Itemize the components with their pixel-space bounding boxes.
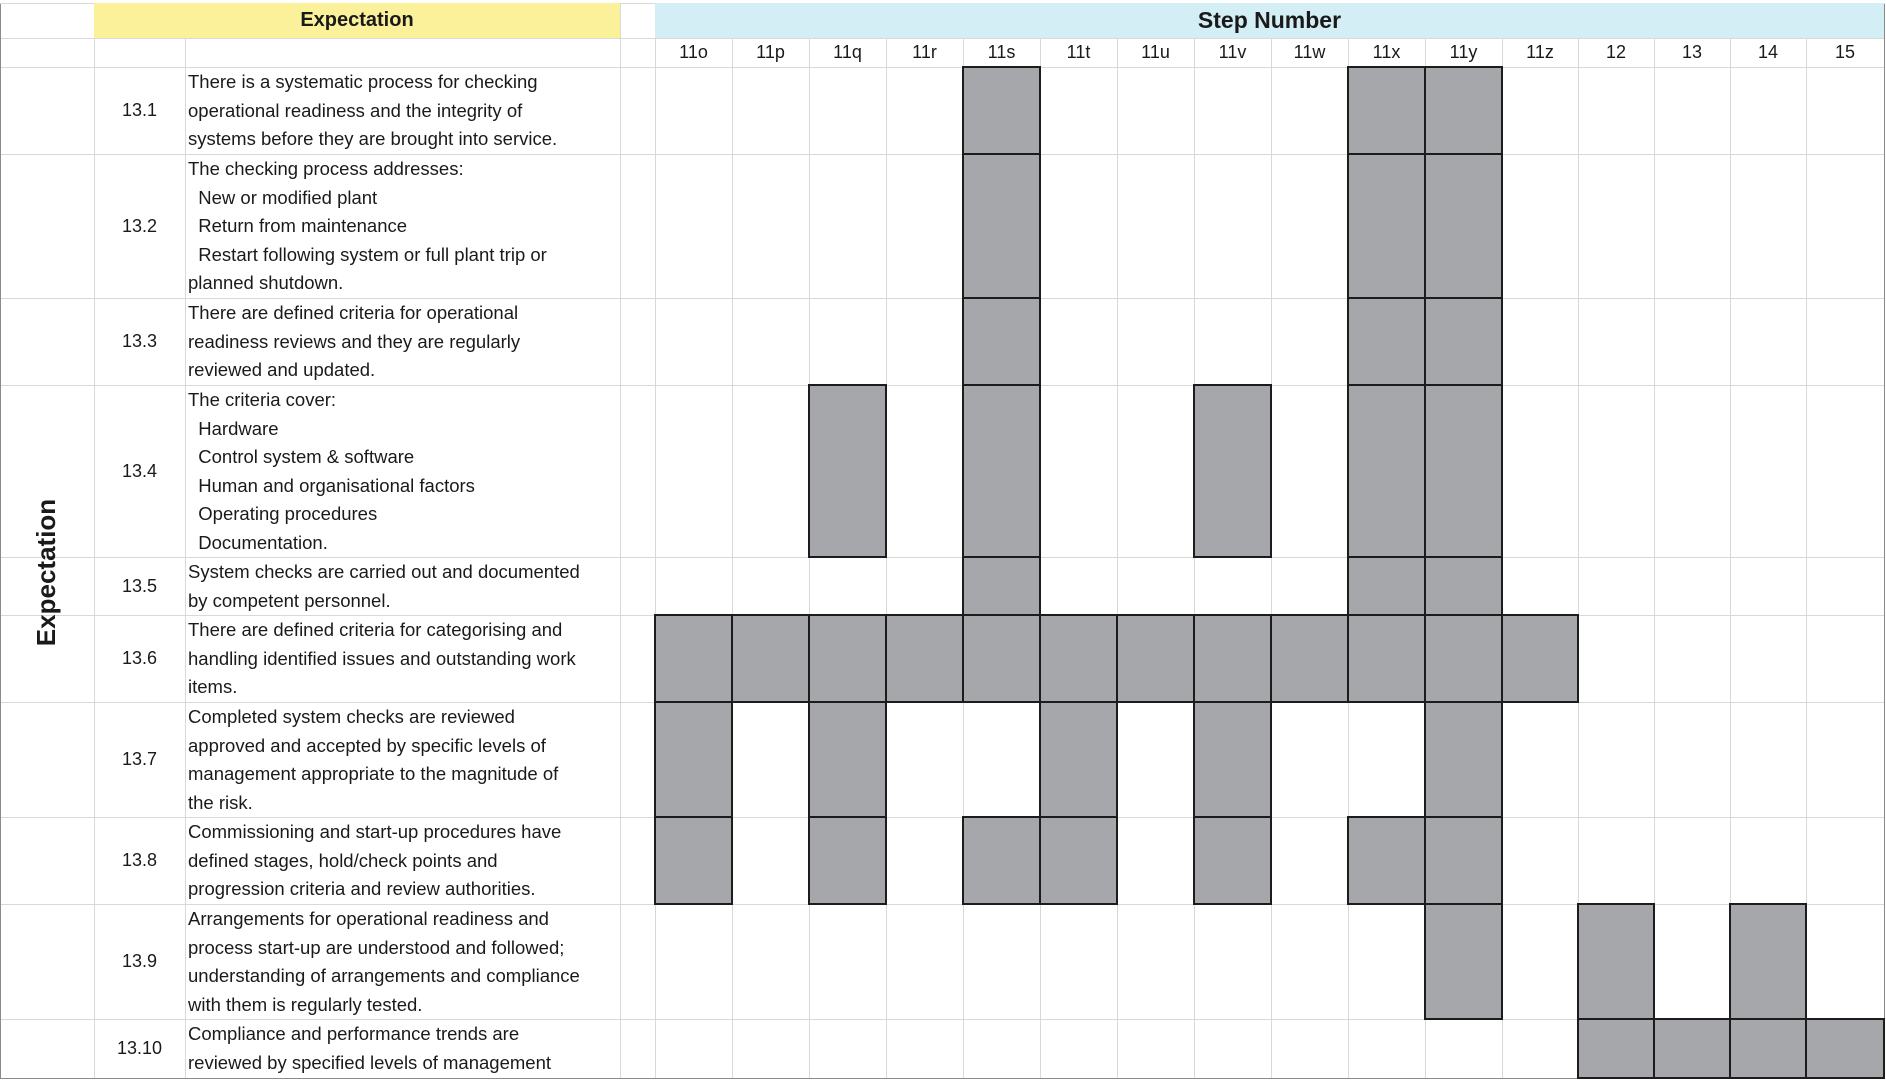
expectation-number: 13.9 <box>121 951 158 971</box>
step-mark-cell <box>1653 1018 1731 1079</box>
description-line: Arrangements for operational readiness and <box>188 908 549 929</box>
step-mark-cell <box>654 701 733 818</box>
description-line: Control system & software <box>188 446 415 467</box>
description-line: Commissioning and start-up procedures have <box>188 821 562 842</box>
expectation-description <box>185 155 620 298</box>
step-mark-cell <box>1729 903 1807 1020</box>
step-mark-cell <box>962 556 1041 616</box>
step-mark-cell <box>808 816 887 905</box>
step-mark-cell <box>1347 816 1426 905</box>
expectation-number: 13.2 <box>121 215 158 236</box>
step-column-label: 11z <box>1526 42 1554 62</box>
expectation-number: 13.7 <box>121 749 158 769</box>
step-mark-cell <box>1347 153 1426 299</box>
expectation-description <box>185 68 620 154</box>
step-mark-cell <box>962 816 1041 905</box>
gridline <box>1884 3 1885 1078</box>
step-mark-cell <box>885 614 964 703</box>
step-mark-cell <box>1424 903 1503 1020</box>
step-mark-cell <box>1424 614 1503 703</box>
description-line: Hardware <box>188 417 279 439</box>
expectation-description <box>185 703 620 817</box>
step-mark-cell <box>962 66 1041 155</box>
description-line: the risk. <box>188 791 253 813</box>
step-mark-cell <box>1424 66 1503 155</box>
gridline <box>655 38 656 1078</box>
description-line: Restart following system or full plant trip or <box>188 243 547 265</box>
gridline <box>1194 38 1195 1078</box>
expectation-description <box>185 818 620 904</box>
step-column-label: 11y <box>1449 42 1478 62</box>
description-line: management appropriate to the magnitude of <box>188 763 559 784</box>
step-mark-cell <box>1039 614 1118 703</box>
description-line: items. <box>188 676 238 697</box>
step-column-label: 14 <box>1757 42 1779 62</box>
expectation-description <box>185 299 620 385</box>
gridline <box>1117 38 1118 1078</box>
step-mark-cell <box>654 614 733 703</box>
expectation-description <box>185 1020 620 1078</box>
description-line: New or modified plant <box>188 186 378 208</box>
description-line: There is a systematic process for checking <box>188 71 538 92</box>
step-mark-cell <box>1347 297 1426 386</box>
description-line: Documentation. <box>188 531 328 553</box>
step-mark-cell <box>962 614 1041 703</box>
step-column-label: 11s <box>987 42 1016 62</box>
step-mark-cell <box>1347 556 1426 616</box>
step-mark-cell <box>1501 614 1579 703</box>
expectation-side-label <box>0 67 94 1078</box>
expectation-description <box>185 905 620 1019</box>
expectation-number: 13.10 <box>116 1038 163 1058</box>
expectation-number: 13.8 <box>121 850 158 870</box>
description-line: with them is regularly tested. <box>188 993 423 1015</box>
step-mark-cell <box>1193 816 1272 905</box>
description-line: The criteria cover: <box>188 389 337 410</box>
description-line: defined stages, hold/check points and <box>188 849 498 871</box>
step-mark-cell <box>1424 816 1503 905</box>
step-mark-cell <box>1424 153 1503 299</box>
step-mark-cell <box>1424 384 1503 558</box>
step-mark-cell <box>731 614 810 703</box>
description-line: Completed system checks are reviewed <box>188 706 515 727</box>
step-mark-cell <box>1577 903 1655 1020</box>
description-line: operational readiness and the integrity of <box>188 99 523 121</box>
description-line: readiness reviews and they are regularly <box>188 330 521 352</box>
step-mark-cell <box>1805 1018 1885 1079</box>
description-line: by competent personnel. <box>188 589 391 611</box>
description-line: System checks are carried out and documented <box>188 561 580 582</box>
step-mark-cell <box>808 614 887 703</box>
step-column-label: 11w <box>1293 42 1326 62</box>
expectation-number: 13.6 <box>121 648 158 668</box>
expectation-number: 13.1 <box>121 100 158 120</box>
description-line: Human and organisational factors <box>188 474 475 496</box>
expectation-number: 13.4 <box>121 460 158 481</box>
step-mark-cell <box>654 816 733 905</box>
step-mark-cell <box>1347 614 1426 703</box>
step-mark-cell <box>808 384 887 558</box>
expectation-number: 13.5 <box>121 575 158 596</box>
step-mark-cell <box>1347 66 1426 155</box>
step-column-label: 11u <box>1141 42 1170 62</box>
step-mark-cell <box>1424 701 1503 818</box>
step-mark-cell <box>1424 556 1503 616</box>
step-mark-cell <box>962 297 1041 386</box>
description-line: approved and accepted by specific levels of <box>188 734 546 756</box>
description-line: Return from maintenance <box>188 215 408 236</box>
expectation-column-header: Expectation <box>94 3 620 38</box>
description-line: There are defined criteria for categorising and <box>188 619 563 640</box>
step-mark-cell <box>1577 1018 1655 1079</box>
step-column-label: 11r <box>912 42 937 62</box>
step-mark-cell <box>962 384 1041 558</box>
step-column-label: 11v <box>1218 42 1247 62</box>
step-mark-cell <box>1116 614 1195 703</box>
step-mark-cell <box>1193 614 1272 703</box>
expectation-number: 13.3 <box>121 331 158 351</box>
description-line: planned shutdown. <box>188 272 344 293</box>
description-line: reviewed and updated. <box>188 359 376 380</box>
description-line: The checking process addresses: <box>188 158 464 179</box>
step-mark-cell <box>808 701 887 818</box>
expectation-description <box>185 558 620 615</box>
description-line: Compliance and performance trends are <box>188 1023 520 1044</box>
expectation-description <box>185 386 620 557</box>
expectation-description <box>185 616 620 702</box>
description-line: progression criteria and review authorities. <box>188 878 536 899</box>
step-mark-cell <box>1039 816 1118 905</box>
step-mark-cell <box>1039 701 1118 818</box>
description-line: There are defined criteria for operational <box>188 302 519 323</box>
step-mark-cell <box>1193 384 1272 558</box>
step-mark-cell <box>962 153 1041 299</box>
description-line: systems before they are brought into service. <box>188 128 558 149</box>
gridline <box>886 38 887 1078</box>
description-line: understanding of arrangements and compliance <box>188 965 580 986</box>
step-column-label: 11x <box>1372 42 1401 62</box>
step-mark-cell <box>1729 1018 1807 1079</box>
expectation-side-text: Expectation <box>31 498 62 647</box>
step-number-header: Step Number <box>655 3 1884 38</box>
step-mark-cell <box>1270 614 1349 703</box>
step-column-label: 15 <box>1834 42 1856 62</box>
step-column-label: 13 <box>1681 42 1703 62</box>
gridline <box>620 3 621 1078</box>
step-mark-cell <box>1193 701 1272 818</box>
step-column-label: 11p <box>756 42 785 62</box>
step-column-label: 11q <box>833 42 862 62</box>
description-line: handling identified issues and outstanding work <box>188 647 576 669</box>
step-mark-cell <box>1347 384 1426 558</box>
description-line: Operating procedures <box>188 503 378 524</box>
step-mark-cell <box>1424 297 1503 386</box>
step-column-label: 11o <box>679 42 708 62</box>
gridline <box>1271 38 1272 1078</box>
step-column-label: 12 <box>1605 42 1627 62</box>
gridline <box>732 38 733 1078</box>
gridline <box>809 38 810 1078</box>
step-column-label: 11t <box>1066 42 1091 62</box>
description-line: reviewed by specified levels of management <box>188 1051 551 1073</box>
description-line: process start-up are understood and followed; <box>188 936 565 958</box>
